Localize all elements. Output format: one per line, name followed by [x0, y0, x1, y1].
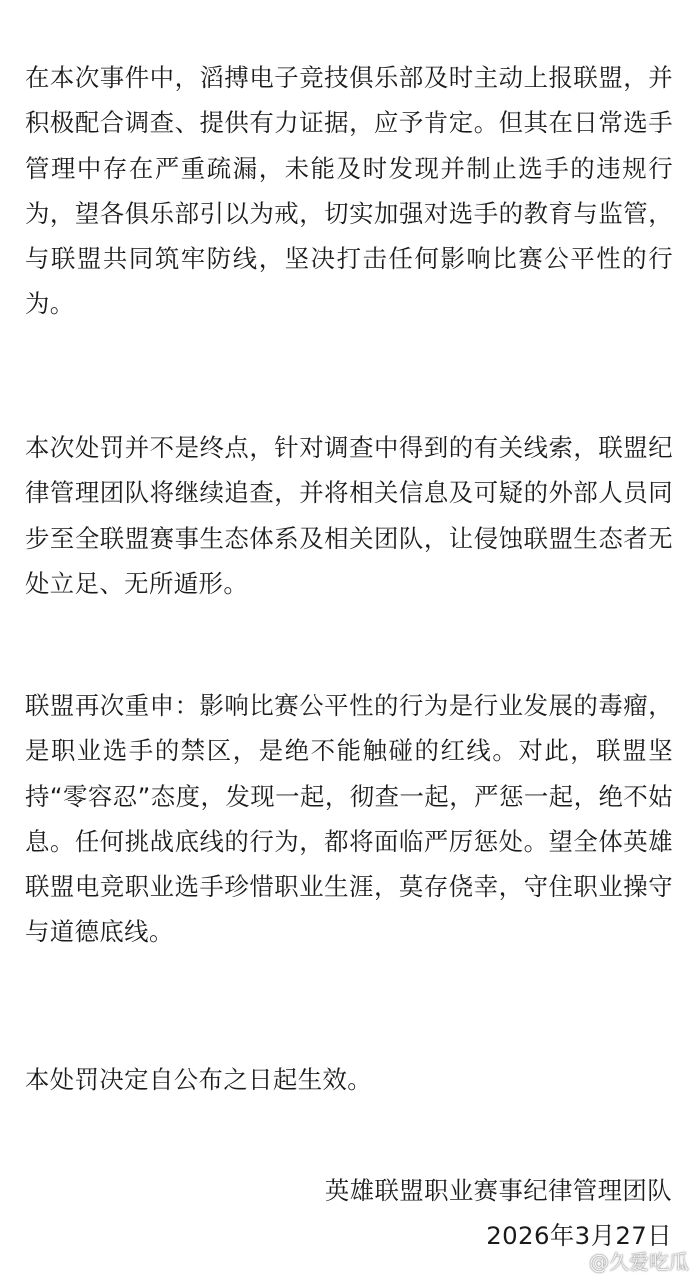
watermark-text: @久爱吃瓜: [589, 1250, 689, 1274]
weibo-watermark: [563, 1246, 689, 1275]
weibo-icon: [563, 1250, 585, 1272]
paragraph-zero-tolerance: 联盟再次重申：影响比赛公平性的行为是行业发展的毒瘤，是职业选手的禁区，是绝不能触碰的红线。对此，联盟坚持“零容忍”态度，发现一起，彻查一起，严惩一起，绝不姑息。任何挑战底线的行为，都将面临严厉惩处。望全体英雄联盟电竞职业选手珍惜职业生涯，莫存侥幸，守住职业操守与道德底线。: [25, 691, 673, 947]
paragraph-club-cooperation: 在本次事件中，滔搏电子竞技俱乐部及时主动上报联盟，并积极配合调查、提供有力证据，应予肯定。但其在日常选手管理中存在严重疏漏，未能及时发现并制止选手的违规行为，望各俱乐部引以为戒，切实加强对选手的教育与监管，与联盟共同筑牢防线，坚决打击任何影响比赛公平性的行为。: [25, 63, 673, 319]
signature-organization: 英雄联盟职业赛事纪律管理团队: [324, 1176, 672, 1205]
signature-date: 2026年3月27日: [486, 1221, 672, 1250]
paragraph-continued-investigation: 本次处罚并不是终点，针对调查中得到的有关线索，联盟纪律管理团队将继续追查，并将相关信息及可疑的外部人员同步至全联盟赛事生态体系及相关团队，让侵蚀联盟生态者无处立足、无所遁形。: [25, 433, 673, 598]
paragraph-effective-date: 本处罚决定自公布之日起生效。: [25, 1065, 373, 1094]
